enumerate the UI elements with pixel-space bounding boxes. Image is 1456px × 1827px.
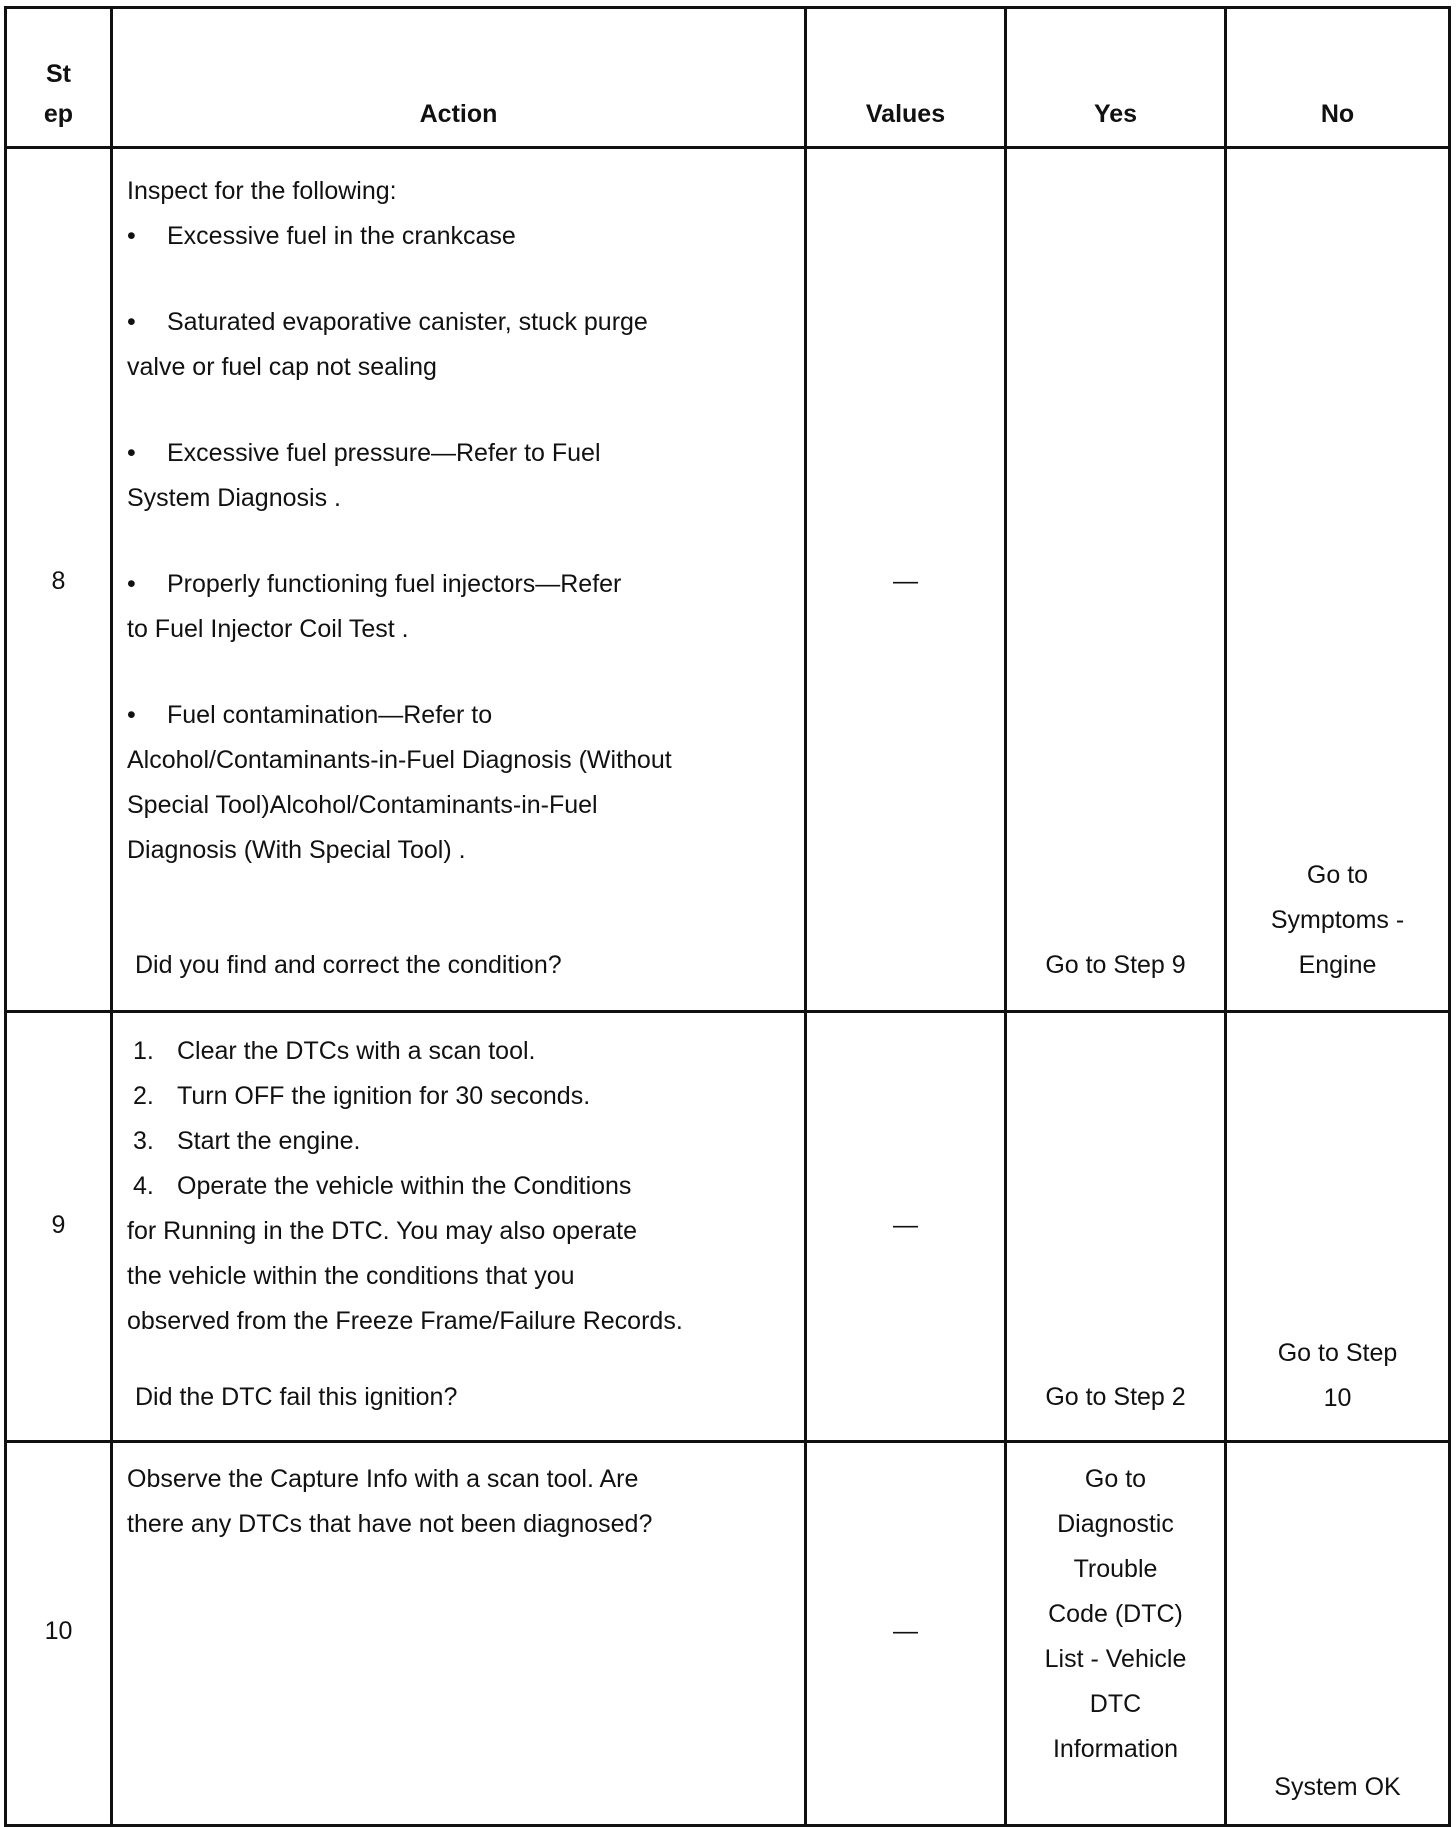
yes-target-line: Information xyxy=(1052,1735,1179,1763)
list-item: 3. Start the engine. xyxy=(133,1127,361,1155)
header-no xyxy=(1226,8,1450,148)
list-item-cont: Diagnosis (With Special Tool) . xyxy=(127,836,466,864)
values-dash: — xyxy=(893,1617,918,1645)
header-no-label: No xyxy=(1320,100,1355,128)
list-item-cont: System Diagnosis . xyxy=(127,484,341,512)
no-target-line: Go to Step xyxy=(1277,1339,1398,1367)
yes-cell xyxy=(1006,1442,1226,1826)
yes-target-line: Go to xyxy=(1084,1465,1147,1493)
list-item: • Fuel contamination—Refer to xyxy=(127,701,493,729)
yes-target: Go to Step 2 xyxy=(1045,1383,1186,1411)
yes-target-line: Code (DTC) xyxy=(1048,1600,1183,1628)
header-step-line2: ep xyxy=(43,100,74,128)
no-cell xyxy=(1226,148,1450,1012)
header-step xyxy=(6,8,112,148)
values-cell xyxy=(806,148,1006,1012)
action-cell xyxy=(112,1442,806,1826)
yes-target-line: Diagnostic xyxy=(1057,1510,1174,1538)
action-line: there any DTCs that have not been diagnosed? xyxy=(127,1510,653,1538)
step-number: 8 xyxy=(51,567,66,595)
list-item-cont: for Running in the DTC. You may also operate xyxy=(127,1217,638,1245)
table-row-step-8 xyxy=(6,148,1450,1012)
list-item-cont: Special Tool)Alcohol/Contaminants-in-Fuel xyxy=(127,791,598,819)
step-cell xyxy=(6,1442,112,1826)
list-item-cont: valve or fuel cap not sealing xyxy=(127,353,437,381)
list-item: • Saturated evaporative canister, stuck purge xyxy=(127,308,648,336)
yes-target-line: DTC xyxy=(1089,1690,1142,1718)
values-cell xyxy=(806,1012,1006,1442)
header-yes xyxy=(1006,8,1226,148)
header-row xyxy=(6,8,1450,148)
header-values xyxy=(806,8,1006,148)
table-row-step-10 xyxy=(6,1442,1450,1826)
no-cell xyxy=(1226,1442,1450,1826)
no-target-line: 10 xyxy=(1323,1384,1352,1412)
action-cell xyxy=(112,148,806,1012)
values-dash: — xyxy=(893,567,918,595)
list-item: 4. Operate the vehicle within the Conditions xyxy=(133,1172,632,1200)
action-cell xyxy=(112,1012,806,1442)
no-target-line: Go to xyxy=(1306,861,1369,889)
header-action xyxy=(112,8,806,148)
no-target: System OK xyxy=(1274,1773,1401,1801)
yes-cell xyxy=(1006,148,1226,1012)
action-question: Did you find and correct the condition? xyxy=(135,951,562,979)
action-question: Did the DTC fail this ignition? xyxy=(135,1383,458,1411)
yes-cell xyxy=(1006,1012,1226,1442)
step-number: 10 xyxy=(44,1617,73,1645)
values-cell xyxy=(806,1442,1006,1826)
header-values-label: Values xyxy=(865,100,946,128)
yes-target-line: List - Vehicle xyxy=(1044,1645,1187,1673)
header-action-label: Action xyxy=(419,100,498,128)
table-row-step-9 xyxy=(6,1012,1450,1442)
step-number: 9 xyxy=(51,1211,66,1239)
list-item-cont: observed from the Freeze Frame/Failure Records. xyxy=(127,1307,683,1335)
list-item-cont: to Fuel Injector Coil Test . xyxy=(127,615,409,643)
no-target-line: Engine xyxy=(1298,951,1377,979)
action-intro: Inspect for the following: xyxy=(127,177,397,205)
step-cell xyxy=(6,148,112,1012)
list-item-cont: the vehicle within the conditions that you xyxy=(127,1262,575,1290)
header-yes-label: Yes xyxy=(1093,100,1138,128)
header-step-line1: St xyxy=(46,60,71,88)
step-cell xyxy=(6,1012,112,1442)
list-item: • Excessive fuel in the crankcase xyxy=(127,222,516,250)
yes-target-line: Trouble xyxy=(1073,1555,1158,1583)
list-item-cont: Alcohol/Contaminants-in-Fuel Diagnosis (Without xyxy=(127,746,672,774)
yes-target: Go to Step 9 xyxy=(1045,951,1186,979)
action-line: Observe the Capture Info with a scan tool. Are xyxy=(127,1465,639,1493)
diagnostic-table xyxy=(4,6,1451,1827)
no-cell xyxy=(1226,1012,1450,1442)
list-item: • Properly functioning fuel injectors—Refer xyxy=(127,570,622,598)
no-target-line: Symptoms - xyxy=(1270,906,1405,934)
list-item: • Excessive fuel pressure—Refer to Fuel xyxy=(127,439,601,467)
list-item: 1. Clear the DTCs with a scan tool. xyxy=(133,1037,536,1065)
list-item: 2. Turn OFF the ignition for 30 seconds. xyxy=(133,1082,591,1110)
values-dash: — xyxy=(893,1211,918,1239)
